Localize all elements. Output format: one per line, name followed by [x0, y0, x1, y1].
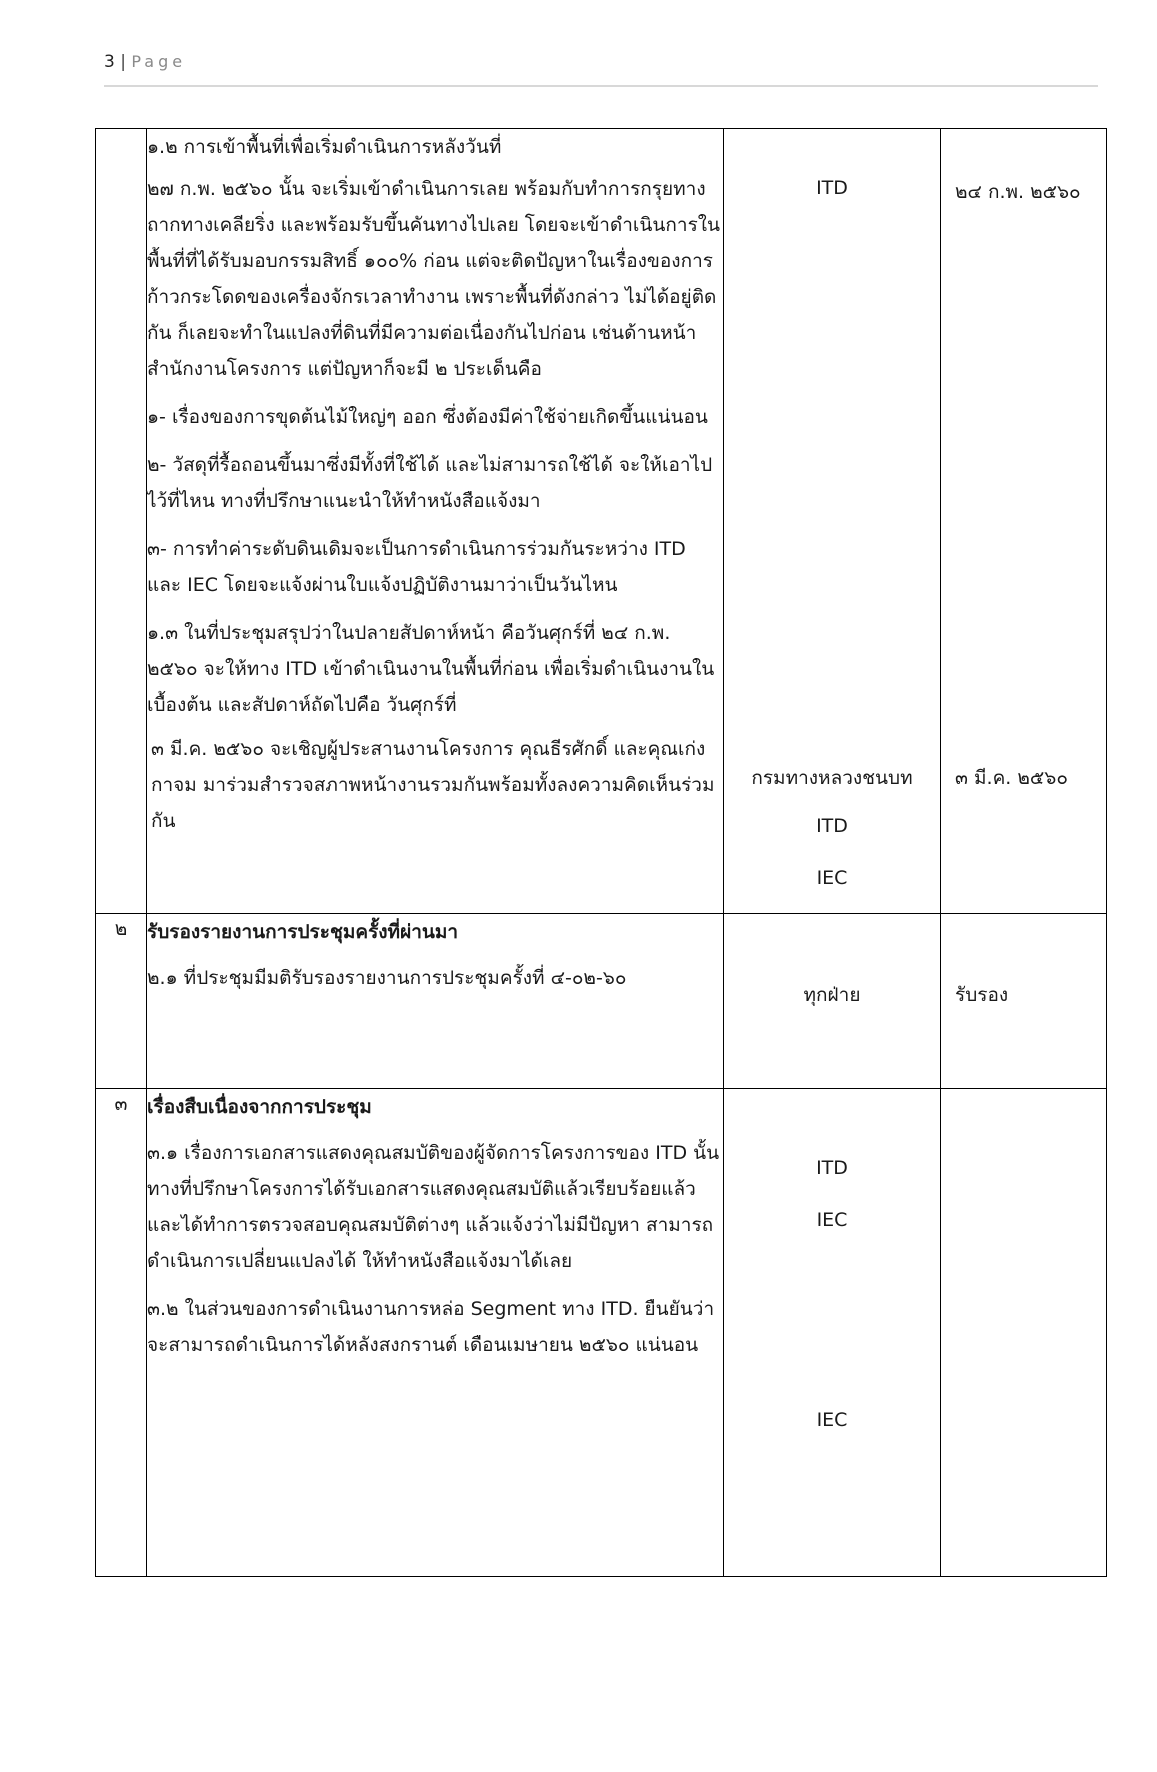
- item-body: [147, 1089, 724, 1577]
- due-date: ๓ มี.ค. ๒๕๖๐: [955, 767, 1068, 789]
- table-row: [96, 1089, 1107, 1577]
- item-heading: เรื่องสืบเนื่องจากการประชุม: [147, 1096, 372, 1118]
- item-body: [147, 914, 724, 1089]
- due-date: รับรอง: [955, 984, 1009, 1006]
- due-date-cell: [941, 1089, 1107, 1577]
- responsible-cell: [724, 1089, 941, 1577]
- paragraph: ๓- การทำค่าระดับดินเดิมจะเป็นการดำเนินการร่วมกันระหว่าง ITD และ IEC โดยจะแจ้งผ่านใบแจ้งปฏิบัติงานมาว่าเป็นวันไหน: [147, 538, 686, 596]
- responsible-party: IEC: [816, 1409, 848, 1431]
- responsible-party: ทุกฝ่าย: [803, 984, 861, 1006]
- paragraph: ๑.๓ ในที่ประชุมสรุปว่าในปลายสัปดาห์หน้า คือวันศุกร์ที่ ๒๔ ก.พ. ๒๕๖๐ จะให้ทาง ITD เข้าดำเนินงานในพื้นที่ก่อน เพื่อเริ่มดำเนินงานในเบื้องต้น และสัปดาห์ถัดไปคือ วันศุกร์ที่: [147, 622, 715, 716]
- paragraph: ๒- วัสดุที่รื้อถอนขึ้นมาซึ่งมีทั้งที่ใช้ได้ และไม่สามารถใช้ได้ จะให้เอาไปไว้ที่ไหน ทางที่ปรึกษาแนะนำให้ทำหนังสือแจ้งมา: [147, 454, 713, 512]
- item-number: [96, 129, 147, 914]
- paragraph: ๒.๑ ที่ประชุมมีมติรับรองรายงานการประชุมครั้งที่ ๔-๐๒-๖๐: [147, 967, 627, 989]
- item-number: ๒: [96, 914, 147, 1089]
- responsible-party: กรมทางหลวงชนบท: [751, 767, 913, 789]
- item-heading: รับรองรายงานการประชุมครั้งที่ผ่านมา: [147, 921, 459, 943]
- item-body: [147, 129, 724, 914]
- minutes-table: [95, 128, 1107, 1577]
- due-date-cell: [941, 914, 1107, 1089]
- paragraph: ๓.๑ เรื่องการเอกสารแสดงคุณสมบัติของผู้จัดการโครงการของ ITD นั้นทางที่ปรึกษาโครงการได้รับเอกสารแสดงคุณสมบัติแล้วเรียบร้อยแล้วและได้ทำการตรวจสอบคุณสมบัติต่างๆ แล้วแจ้งว่าไม่มีปัญหา สามารถดำเนินการเปลี่ยนแปลงได้ ให้ทำหนังสือแจ้งมาได้เลย: [147, 1142, 720, 1272]
- page-header: [104, 52, 186, 72]
- item-number: ๓: [96, 1089, 147, 1577]
- responsible-party: ITD: [816, 1157, 848, 1179]
- header-divider: [104, 85, 1098, 87]
- responsible-party: ITD: [816, 815, 848, 837]
- paragraph: ๑- เรื่องของการขุดต้นไม้ใหญ่ๆ ออก ซึ่งต้องมีค่าใช้จ่ายเกิดขึ้นแน่นอน: [147, 406, 708, 428]
- due-date-cell: [941, 129, 1107, 914]
- paragraph: ๓ มี.ค. ๒๕๖๐ จะเชิญผู้ประสานงานโครงการ คุณธีรศักดิ์ และคุณเก่งกาจม มาร่วมสำรวจสภาพหน้างานรวมกันพร้อมทั้งลงความคิดเห็นร่วมกัน: [151, 738, 715, 832]
- paragraph: ๒๗ ก.พ. ๒๕๖๐ นั้น จะเริ่มเข้าดำเนินการเลย พร้อมกับทำการกรุยทาง ถากทางเคลียริ่ง และพร้อมรับขึ้นคันทางไปเลย โดยจะเข้าดำเนินการในพื้นที่ที่ได้รับมอบกรรมสิทธิ์ ๑๐๐% ก่อน แต่จะติดปัญหาในเรื่องของการก้าวกระโดดของเครื่องจักรเวลาทำงาน เพราะพื้นที่ดังกล่าว ไม่ได้อยู่ติดกัน ก็เลยจะทำในแปลงที่ดินที่มีความต่อเนื่องกันไปก่อน เช่นด้านหน้าสำนักงานโครงการ แต่ปัญหาก็จะมี ๒ ประเด็นคือ: [147, 178, 721, 380]
- table-row: [96, 914, 1107, 1089]
- page-word: Page: [131, 52, 187, 71]
- page-separator: |: [120, 52, 126, 72]
- responsible-party: ITD: [816, 177, 848, 199]
- page-number: 3: [104, 52, 115, 72]
- paragraph: ๓.๒ ในส่วนของการดำเนินงานการหล่อ Segment ทาง ITD. ยืนยันว่าจะสามารถดำเนินการได้หลังสงกรานต์ เดือนเมษายน ๒๕๖๐ แน่นอน: [147, 1298, 715, 1356]
- responsible-party: IEC: [816, 867, 848, 889]
- responsible-cell: [724, 129, 941, 914]
- table-row: [96, 129, 1107, 914]
- responsible-cell: [724, 914, 941, 1089]
- paragraph: ๑.๒ การเข้าพื้นที่เพื่อเริ่มดำเนินการหลังวันที่: [147, 136, 502, 158]
- due-date: ๒๔ ก.พ. ๒๕๖๐: [955, 181, 1081, 203]
- responsible-party: IEC: [816, 1209, 848, 1231]
